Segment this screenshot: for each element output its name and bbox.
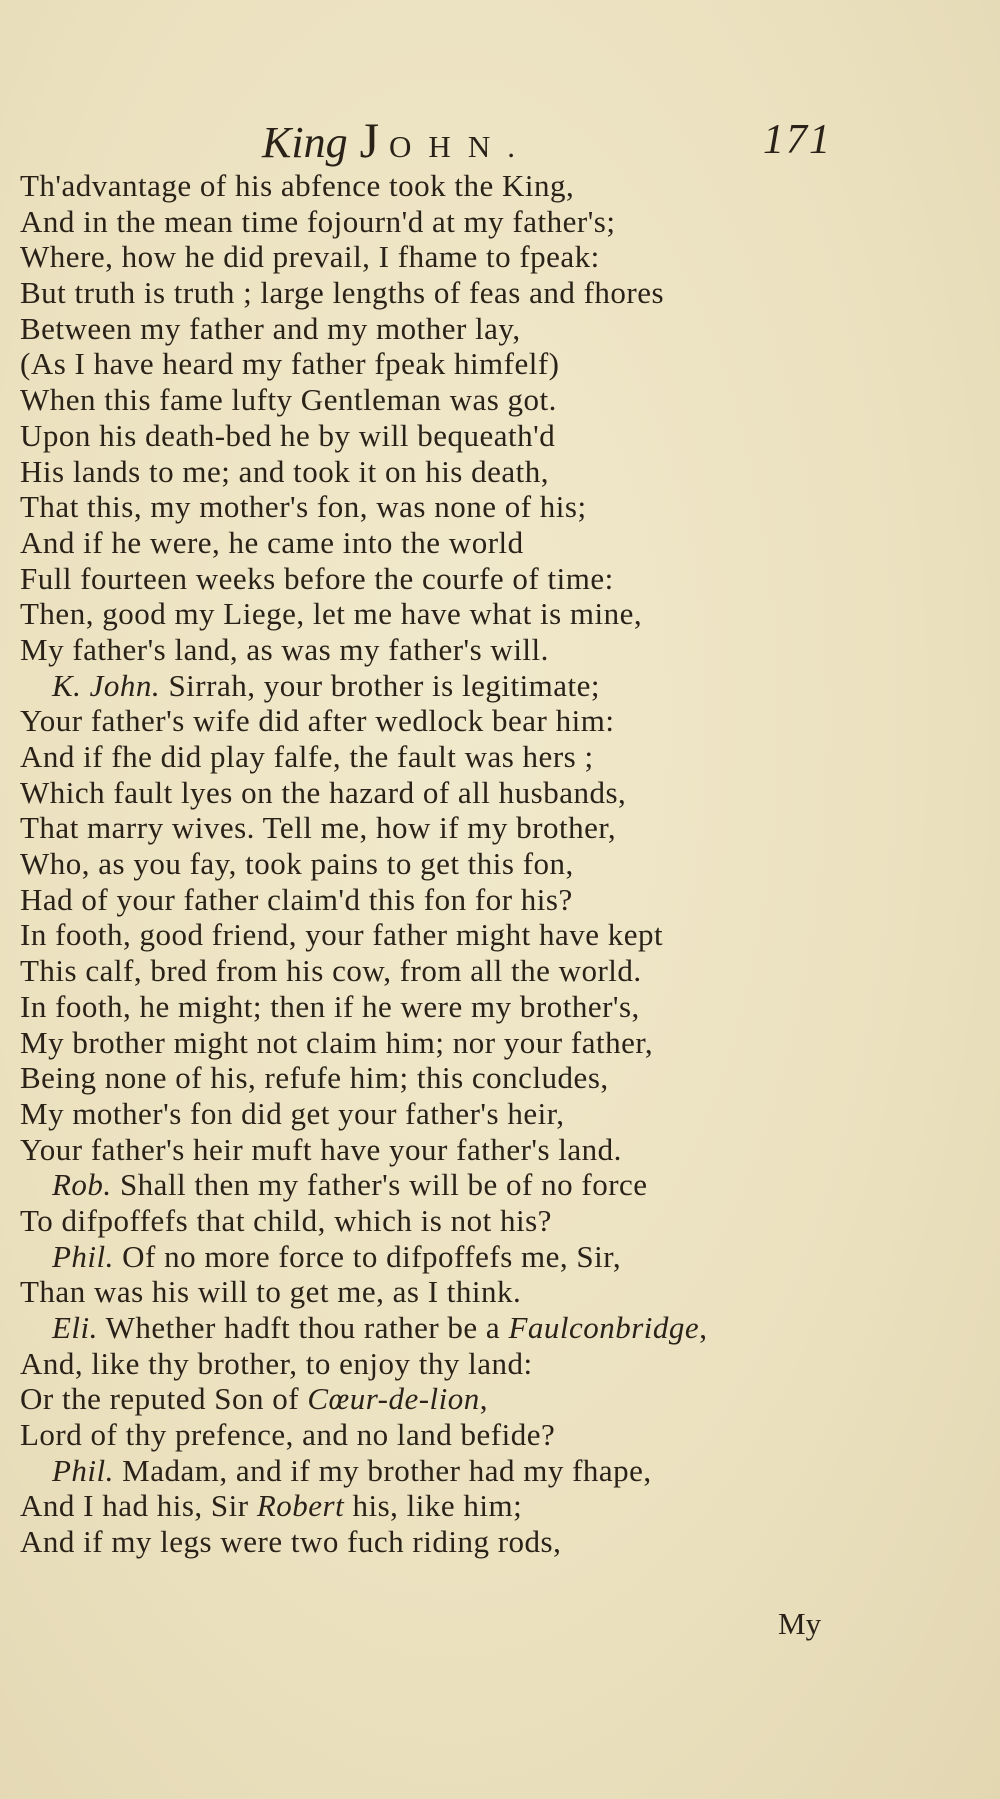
verse-line: [20, 1488, 840, 1524]
line-text: Or the reputed Son of: [20, 1381, 308, 1417]
line-text: Of no more force to difpoffefs me, Sir,: [113, 1238, 622, 1274]
line-text: Your father's heir muft have your father's land.: [20, 1131, 622, 1167]
speaker-name: Eli.: [52, 1310, 98, 1345]
line-text: And, like thy brother, to enjoy thy land:: [20, 1345, 533, 1381]
line-text: This calf, bred from his cow, from all the world.: [20, 953, 642, 989]
line-text: Who, as you fay, took pains to get this fon,: [20, 846, 574, 882]
speech-line: [20, 1239, 840, 1275]
speech-line: [20, 668, 840, 704]
verse-line: [20, 168, 840, 204]
verse-line: [20, 882, 840, 918]
verse-line: [20, 1346, 840, 1382]
line-text: Where, how he did prevail, I fhame to fpeak:: [20, 239, 600, 275]
verse-line: [20, 275, 840, 311]
running-title-rest: OHN.: [389, 129, 532, 164]
line-text: Th'advantage of his abfence took the King,: [20, 168, 575, 203]
line-text: That marry wives. Tell me, how if my brother,: [20, 810, 617, 846]
verse-line: [20, 382, 840, 418]
verse-line: [20, 1096, 840, 1132]
line-tail: ,: [479, 1381, 489, 1417]
verse-line: [20, 953, 840, 989]
line-text: That this, my mother's fon, was none of his;: [20, 489, 587, 525]
verse-line: [20, 311, 840, 347]
line-text: Than was his will to get me, as I think.: [20, 1274, 522, 1310]
verse-line: [20, 525, 840, 561]
verse-line: [20, 846, 840, 882]
line-text: Your father's wife did after wedlock bear him:: [20, 703, 615, 739]
verse-line: [20, 204, 840, 240]
verse-text: [20, 168, 840, 1560]
verse-line: [20, 346, 840, 382]
line-text: Shall then my father's will be of no force: [111, 1167, 648, 1203]
verse-line: [20, 596, 840, 632]
verse-line: [20, 1274, 840, 1310]
verse-line: [20, 775, 840, 811]
verse-line: [20, 1381, 840, 1417]
line-text: When this fame lufty Gentleman was got.: [20, 382, 557, 418]
line-text: Whether hadft thou rather be a: [97, 1310, 509, 1345]
line-tail: ,: [699, 1310, 708, 1345]
line-text: Being none of his, refufe him; this concludes,: [20, 1060, 609, 1096]
page-number: 171: [763, 117, 832, 163]
speaker-name: Rob.: [52, 1167, 112, 1203]
running-title-king: King: [262, 118, 348, 167]
line-text: Which fault lyes on the hazard of all husbands,: [20, 774, 627, 810]
italic-name: Cœur-de-lion: [307, 1381, 480, 1417]
verse-line: [20, 239, 840, 275]
line-text: My brother might not claim him; nor your father,: [20, 1024, 654, 1060]
italic-name: Robert: [256, 1488, 345, 1524]
line-text: His lands to me; and took it on his death,: [20, 453, 550, 489]
line-text: And in the mean time fojourn'd at my father's;: [20, 203, 616, 239]
verse-line: [20, 810, 840, 846]
page-header: [0, 110, 1000, 170]
speech-line: [20, 1167, 840, 1203]
verse-line: [20, 917, 840, 953]
line-text: And if fhe did play falfe, the fault was hers ;: [20, 739, 594, 774]
italic-name: Faulconbridge: [508, 1310, 700, 1345]
line-text: Between my father and my mother lay,: [20, 310, 521, 346]
line-text: Sirrah, your brother is legitimate;: [160, 667, 601, 703]
verse-line: [20, 1524, 840, 1560]
catchword: My: [778, 1606, 822, 1641]
line-text: Upon his death-bed he by will bequeath'd: [20, 417, 556, 453]
line-text: In footh, good friend, your father might have kept: [20, 917, 664, 953]
line-text: (As I have heard my father fpeak himfelf): [20, 346, 560, 382]
verse-line: [20, 989, 840, 1025]
line-text: In footh, he might; then if he were my brother's,: [20, 988, 640, 1024]
verse-line: [20, 632, 840, 668]
line-text: Full fourteen weeks before the courfe of time:: [20, 560, 614, 596]
speech-line: [20, 1310, 840, 1346]
verse-line: [20, 489, 840, 525]
line-tail: his, like him;: [344, 1488, 523, 1524]
verse-line: [20, 1025, 840, 1061]
line-text: My mother's fon did get your father's heir,: [20, 1095, 565, 1131]
verse-line: [20, 739, 840, 775]
verse-line: [20, 1132, 840, 1168]
verse-line: [20, 1060, 840, 1096]
speaker-name: Phil.: [52, 1452, 114, 1488]
verse-line: [20, 1417, 840, 1453]
line-text: And if he were, he came into the world: [20, 524, 524, 560]
line-text: Had of your father claim'd this fon for his?: [20, 881, 573, 917]
speaker-name: K. John.: [52, 667, 161, 703]
line-text: My father's land, as was my father's will.: [20, 631, 549, 667]
speech-line: [20, 1453, 840, 1489]
line-text: And I had his, Sir: [20, 1488, 257, 1524]
line-text: Then, good my Liege, let me have what is mine,: [20, 596, 643, 632]
verse-line: [20, 561, 840, 597]
running-title-initial: J: [359, 112, 380, 168]
verse-line: [20, 703, 840, 739]
verse-line: [20, 1203, 840, 1239]
line-text: And if my legs were two fuch riding rods,: [20, 1524, 562, 1560]
verse-line: [20, 418, 840, 454]
line-text: Madam, and if my brother had my fhape,: [113, 1452, 652, 1488]
line-text: Lord of thy prefence, and no land befide?: [20, 1417, 556, 1453]
speaker-name: Phil.: [52, 1238, 114, 1274]
verse-line: [20, 454, 840, 490]
line-text: To difpoffefs that child, which is not his?: [20, 1202, 552, 1238]
running-title: [262, 110, 532, 177]
line-text: But truth is truth ; large lengths of feas and fhores: [20, 275, 665, 311]
